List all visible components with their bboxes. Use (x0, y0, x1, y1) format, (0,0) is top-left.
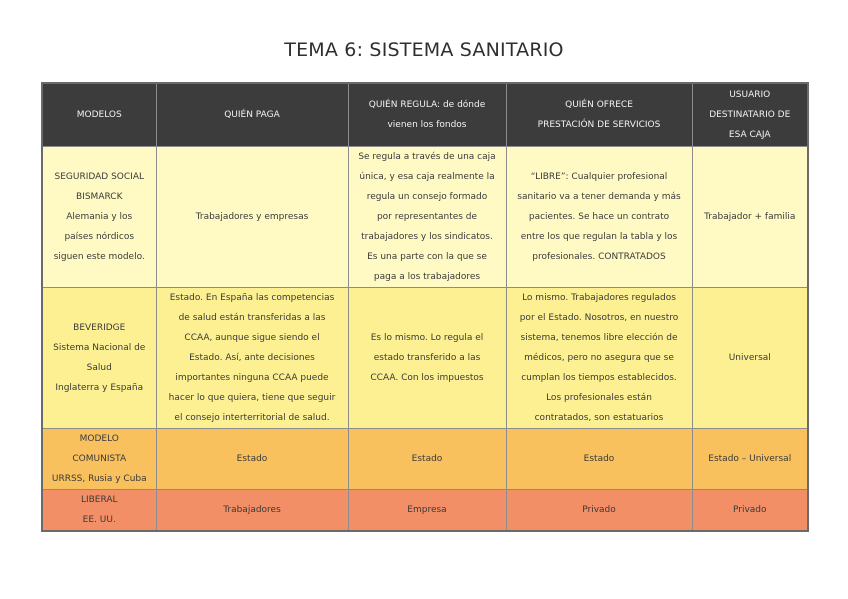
health-systems-table (41, 82, 809, 532)
page-title: TEMA 6: SISTEMA SANITARIO (284, 39, 564, 61)
cell-regula: Estado (348, 429, 506, 490)
cell-usuario: Universal (692, 288, 808, 429)
header-quien-ofrece: QUIÉN OFRECE PRESTACIÓN DE SERVICIOS (506, 83, 692, 147)
cell-usuario: Estado – Universal (692, 429, 808, 490)
cell-modelo: BEVERIDGE Sistema Nacional de Salud Inglaterra y España (42, 288, 156, 429)
cell-paga: Estado (156, 429, 348, 490)
cell-ofrece: Estado (506, 429, 692, 490)
table-row-comunista (42, 429, 808, 490)
cell-regula: Empresa (348, 490, 506, 532)
cell-paga: Trabajadores (156, 490, 348, 532)
cell-paga: Trabajadores y empresas (156, 147, 348, 288)
cell-modelo: LIBERAL EE. UU. (42, 490, 156, 532)
cell-paga: Estado. En España las competencias de salud están transferidas a las CCAA, aunque sigue siendo el Estado. Así, ante decisiones importantes ninguna CCAA puede hacer lo que quiera, tiene que seguir el consejo interterritorial de salud. (156, 288, 348, 429)
cell-modelo: SEGURIDAD SOCIAL BISMARCK Alemania y los países nórdicos siguen este modelo. (42, 147, 156, 288)
cell-ofrece: Lo mismo. Trabajadores regulados por el Estado. Nosotros, en nuestro sistema, tenemos libre elección de médicos, pero no asegura que se cumplan los tiempos establecidos. Los profesionales están contratados, son estatuarios (506, 288, 692, 429)
cell-ofrece: Privado (506, 490, 692, 532)
cell-modelo: MODELO COMUNISTA URRSS, Rusia y Cuba (42, 429, 156, 490)
table-row-liberal (42, 490, 808, 532)
cell-ofrece: “LIBRE”: Cualquier profesional sanitario va a tener demanda y más pacientes. Se hace un contrato entre los que regulan la tabla y los profesionales. CONTRATADOS (506, 147, 692, 288)
header-quien-regula: QUIÉN REGULA: de dónde vienen los fondos (348, 83, 506, 147)
table-header-row (42, 83, 808, 147)
header-modelos: MODELOS (42, 83, 156, 147)
cell-usuario: Privado (692, 490, 808, 532)
table-row-beveridge (42, 288, 808, 429)
header-usuario: USUARIO DESTINATARIO DE ESA CAJA (692, 83, 808, 147)
header-quien-paga: QUIÉN PAGA (156, 83, 348, 147)
table-row-bismarck (42, 147, 808, 288)
cell-regula: Se regula a través de una caja única, y esa caja realmente la regula un consejo formado por representantes de trabajadores y los sindicatos. Es una parte con la que se paga a los trabajadores (348, 147, 506, 288)
cell-regula: Es lo mismo. Lo regula el estado transferido a las CCAA. Con los impuestos (348, 288, 506, 429)
cell-usuario: Trabajador + familia (692, 147, 808, 288)
